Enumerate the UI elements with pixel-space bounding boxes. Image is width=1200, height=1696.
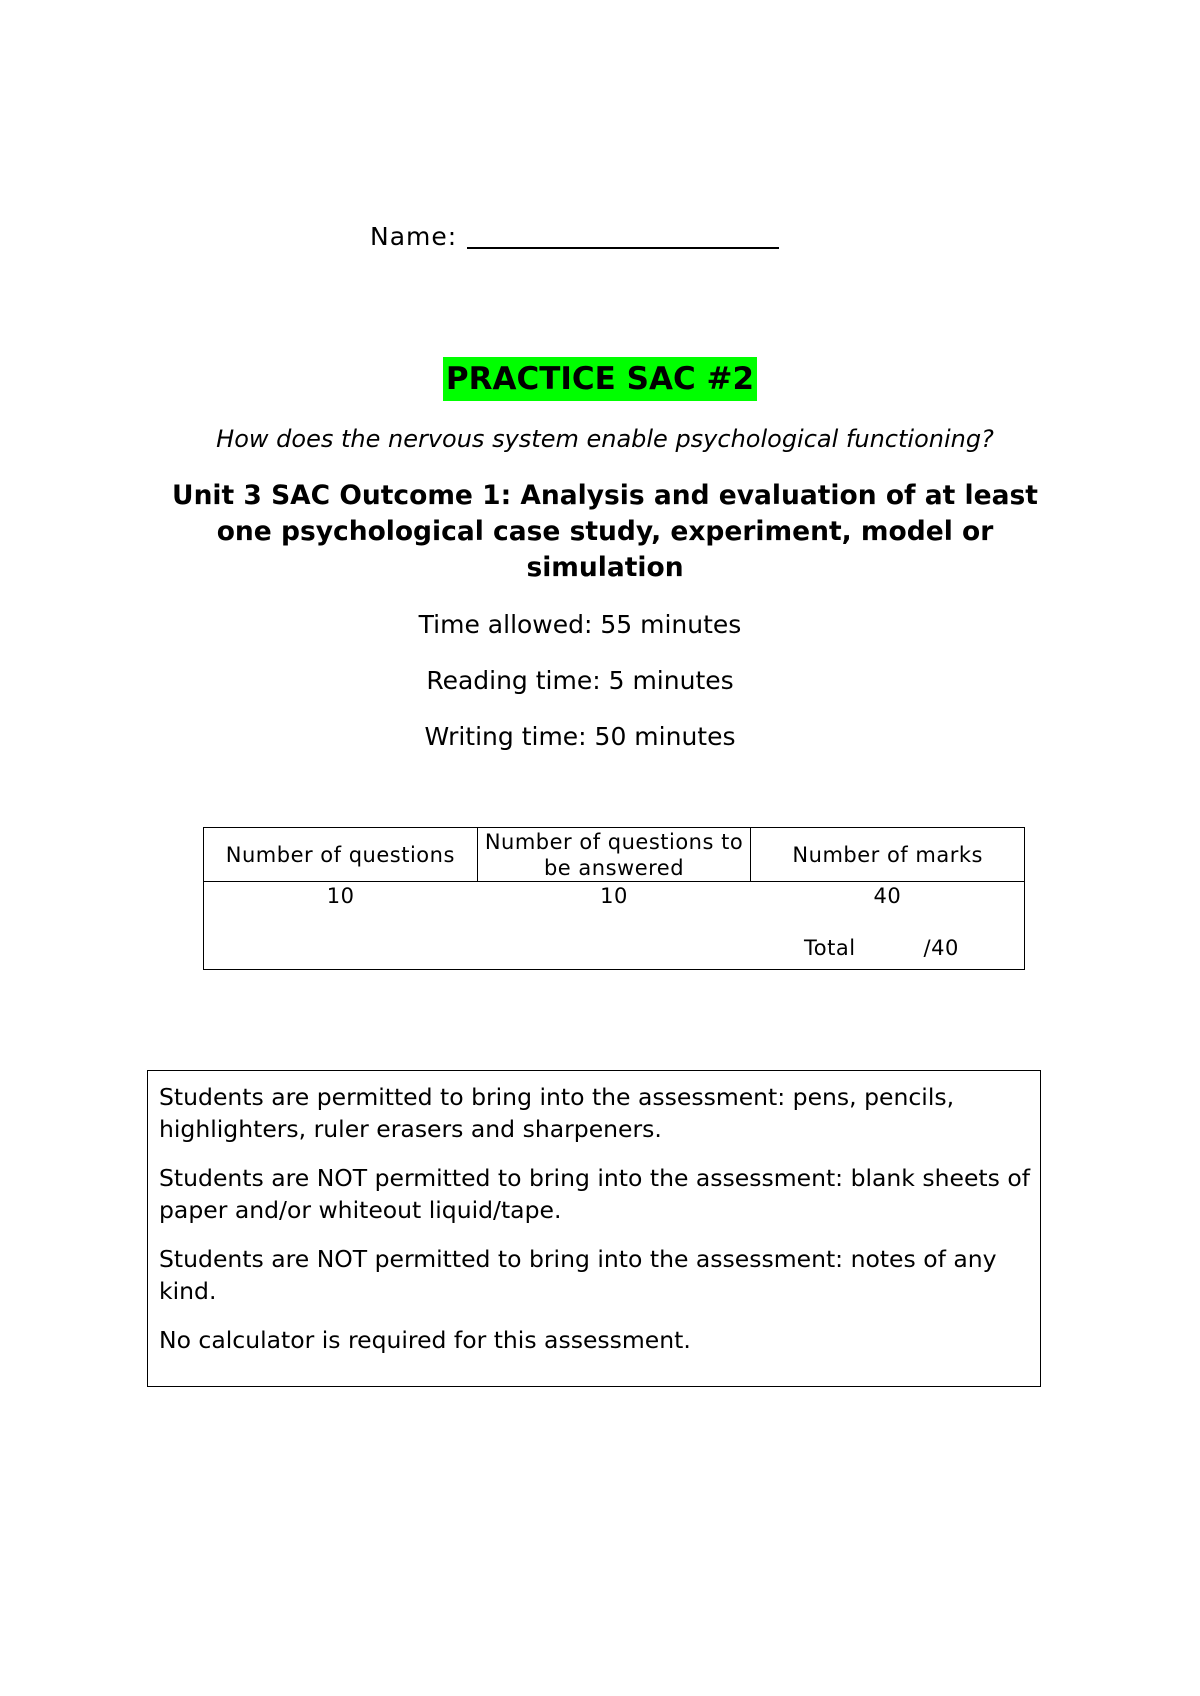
- page-title: PRACTICE SAC #2: [443, 357, 757, 401]
- time-allowed: Time allowed: 55 minutes: [418, 610, 742, 639]
- name-blank-line[interactable]: [467, 246, 779, 249]
- title-container: [0, 357, 1200, 401]
- header-number-of-marks: Number of marks: [750, 828, 1024, 881]
- rules-box: [147, 1070, 1041, 1387]
- table-header-row: [204, 828, 1024, 882]
- info-table: [203, 827, 1025, 970]
- rule-no-notes: Students are NOT permitted to bring into the assessment: notes of any kind.: [159, 1245, 997, 1305]
- name-label: Name:: [370, 222, 458, 251]
- subtitle: How does the nervous system enable psychological functioning?: [216, 425, 994, 453]
- total-row: [804, 936, 959, 960]
- header-questions-to-answer: Number of questions to be answered: [477, 828, 751, 881]
- total-label: Total: [804, 936, 856, 960]
- writing-time: Writing time: 50 minutes: [424, 722, 736, 751]
- value-number-of-questions: 10: [326, 884, 355, 908]
- rule-permitted-items: Students are permitted to bring into the assessment: pens, pencils, highlighters, ruler erasers and sharpeners.: [159, 1083, 955, 1143]
- total-score: /40: [923, 936, 959, 960]
- value-questions-to-answer: 10: [600, 884, 628, 908]
- name-field: [370, 222, 779, 251]
- rule-no-calculator: No calculator is required for this assessment.: [159, 1326, 691, 1354]
- header-number-of-questions: Number of questions: [225, 842, 455, 867]
- reading-time: Reading time: 5 minutes: [426, 666, 734, 695]
- rule-no-paper: Students are NOT permitted to bring into the assessment: blank sheets of paper and/or whiteout liquid/tape.: [159, 1164, 1031, 1224]
- value-number-of-marks: 40: [873, 884, 902, 908]
- outcome-heading: Unit 3 SAC Outcome 1: Analysis and evaluation of at least one psychological case study, experiment, model or simulation: [172, 480, 1038, 583]
- table-row: [204, 884, 1024, 908]
